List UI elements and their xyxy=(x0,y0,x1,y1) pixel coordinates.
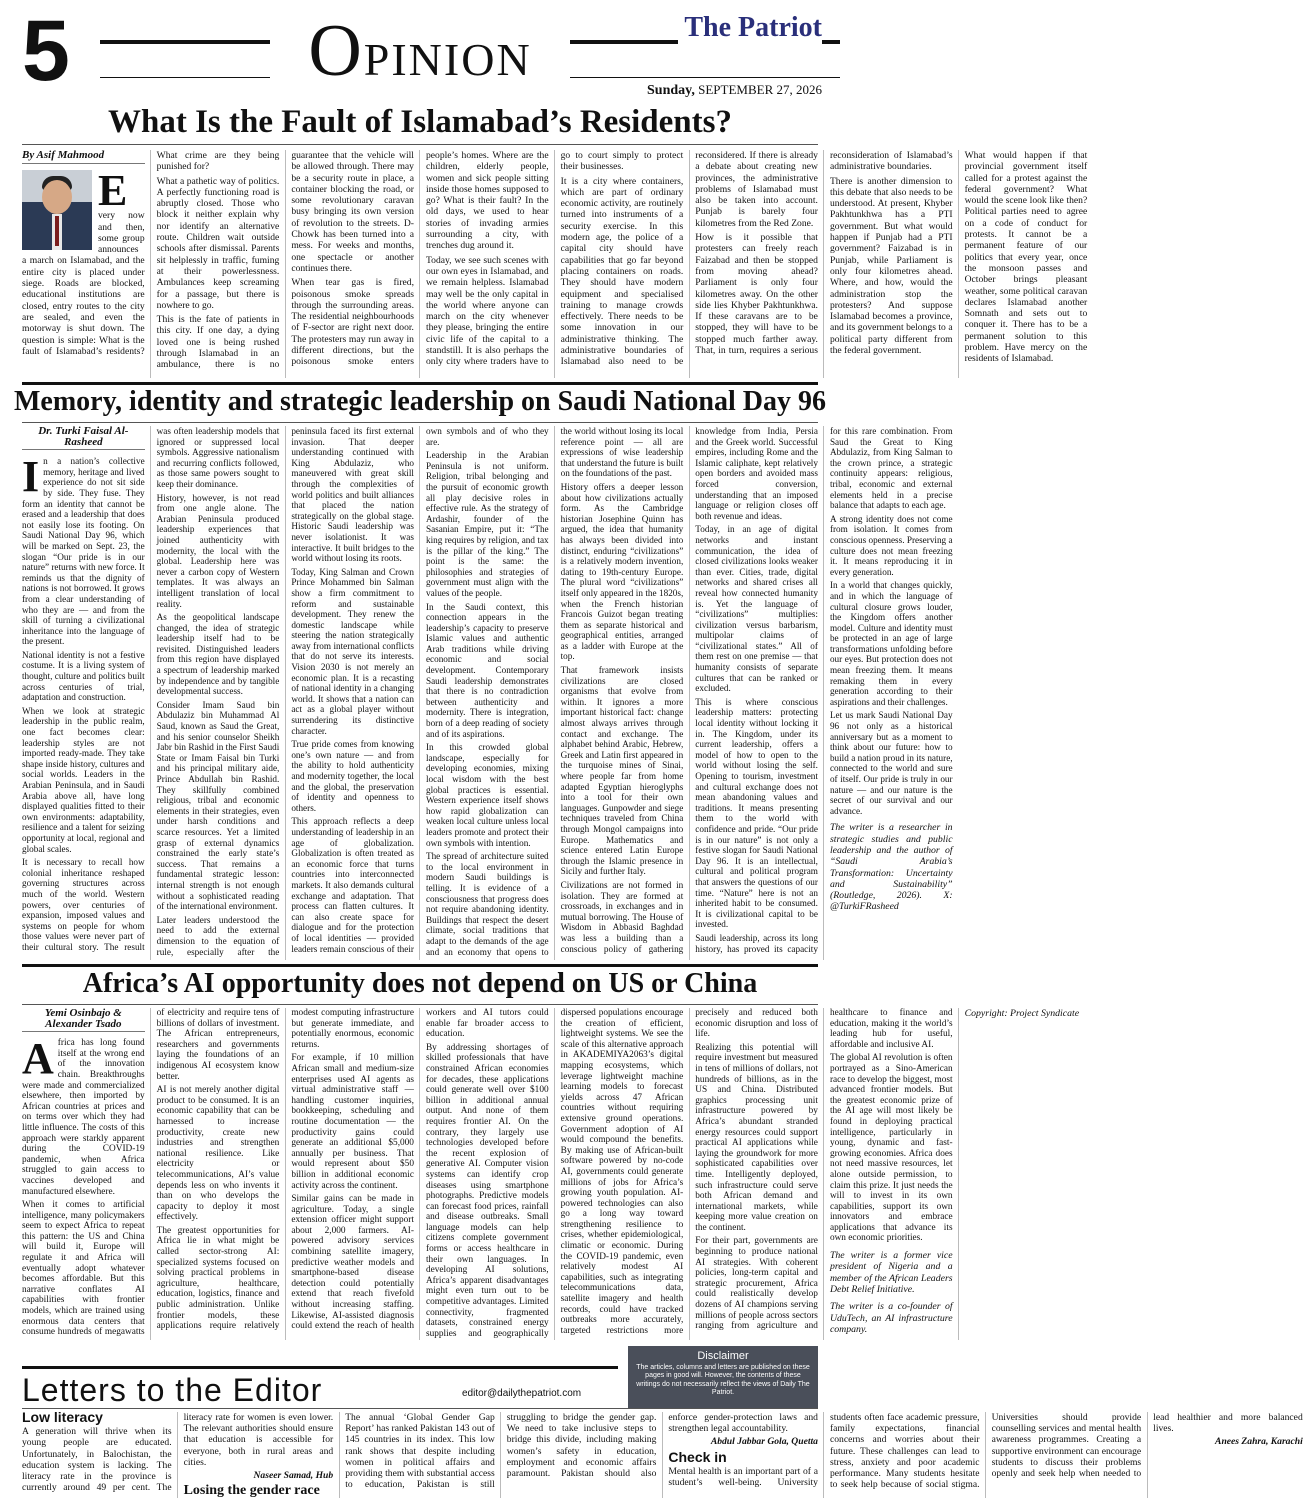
article-1-dropcap: E xyxy=(98,166,128,216)
article-3-paragraph: Similar gains can be made in agriculture. Today, a single extension officer might support about 2,000 farmers. AI-powered advisory services combining satellite imagery, predictive weather models and smartphone-based disease detection could potentially extend that reach fivefold without increasing staffing. Likewise, AI-assisted diagnosis could extend the reach of health workers and AI tutors could enable far broader access to education. xyxy=(291,1008,549,1332)
letter-3-signoff: Anees Zahra, Karachi xyxy=(1215,1436,1303,1448)
letters-header xyxy=(22,1372,818,1406)
article-2-paragraph: In the Saudi context, this connection appears in the leadership’s capacity to preserve Islamic values and authentic Arab traditions while driving economic and social development. Contemporary Saudi leadership demonstrates that there is no contradiction between authenticity and modernity. There is integration, born of a deep reading of society and of its aspirations. xyxy=(425,601,549,739)
letters-section-title: Letters to the Editor xyxy=(22,1372,323,1408)
article-2-paragraph: Today, King Salman and Crown Prince Mohammed bin Salman show a firm commitment to reform and sustainable development. They renew the domestic landscape while steering the nation strategically away from international conflicts that do not serve its interests. Vision 2030 is not merely an economic plan. It is a recasting of national identity in a changing world. It shows that a nation can act as a global player without surrendering its distinctive character. xyxy=(291,566,414,736)
letter-2-title: Losing the gender race xyxy=(183,1483,320,1499)
article-1-paragraph: How is it possible that protesters can freely reach Faizabad and then be stopped from moving ahead? Parliament is only four kilometres away. On the other side lies Khyber Pakhtunkhwa. If these caravans are to be stopped, they will have to be stopped much farther away. That, in turn, requires a serious reconsideration of Islamabad’s administrative boundaries. xyxy=(695,150,953,357)
article-2-paragraph: That framework insists civilizations are closed organisms that evolve from within. It ignores a more important historical fact: change almost always arrives through contact and exchange. The alphabet behind Arabic, Hebrew, Greek and Latin first appeared in the turquoise mines of Sinai, where people far from home adapted Egyptian hieroglyphs into a tool for their own languages. Gunpowder and siege techniques traveled from China through Mongol campaigns into Europe. Mathematics and science entered Latin Europe through the Islamic presence in Sicily and further Italy. xyxy=(560,665,684,877)
article-2-paragraph: True pride comes from knowing one’s own nature — and from the ability to hold authenticity and modernity together, the local and the global, the preservation of identity and openness to others. xyxy=(291,739,414,813)
article-2-byline: Dr. Turki Faisal Al-Rasheed xyxy=(22,426,145,450)
article-3-paragraph: The global AI revolution is often portrayed as a Sino-American race to develop the biggest, most advanced frontier models. But the greatest economic prize of the AI age will most likely be found in deploying practical intelligence, particularly in young, dynamic and fast-growing economies. Africa does not need massive resources, let alone outside permission, to claim this prize. It just needs the will to invest in its own capabilities, support its own innovators and embrace applications that advance its own economic priorities. xyxy=(829,1053,953,1244)
article-2-paragraph: A strong identity does not come from isolation. It comes from conscious openness. Preserving a culture does not mean freezing it. It means reproducing it in every generation. xyxy=(829,513,953,577)
article-1-paragraph: There is another dimension to this debate that also needs to be understood. At present, Khyber Pakhtunkhwa has a PTI government. But what would happen if Punjab had a PTI government? Faizabad is in Punjab, while Parliament is only four kilometres ahead. Where, and how, would the administration stop the protesters? And suppose Islamabad becomes a province, and its government belongs to a political party different from the federal government. xyxy=(829,175,953,357)
section-title-rest: PINION xyxy=(363,34,532,85)
article-2-paragraph: Saudi leadership, across its long history, has proved its capacity for this rare combination. From Saud the Great to King Abdulaziz, from King Salman to the crown prince, a strategic continuity appears: religious, tribal, economic and external elements held in a precise balance that adapts to each age. xyxy=(695,426,953,954)
article-2-paragraph: History, however, is not read from one angle alone. The Arabian Peninsula produced leadership experiences that joined authenticity with modernity, the local with the global. Leadership here was never a carbon copy of Western templates. It was always an intelligent translation of local reality. xyxy=(156,492,280,609)
article-2-paragraph: Civilizations are not formed in isolation. They are formed at crossroads, in exchanges and in mutual borrowing. The House of Wisdom in Abbasid Baghdad was less a building than a conscious policy of gathering knowledge from India, Persia and the Greek world. Successful empires, including Rome and the Islamic caliphate, kept relatively open borders and avoided mass forced conversion, understanding that an imposed language or religion closes off both revenue and ideas. xyxy=(560,426,818,954)
article-3 xyxy=(22,1007,1080,1340)
letter-1-title: Low literacy xyxy=(22,1409,103,1425)
article-2-paragraph: As the geopolitical landscape changed, the idea of strategic leadership itself had to be revisited. Distinguished leaders from this region have displayed a spectrum of leadership marked by independence and by tangible developmental success. xyxy=(156,612,280,697)
article-2-divider xyxy=(22,422,818,423)
article-1 xyxy=(22,149,1088,378)
article-2-paragraph: The spread of architecture suited to the local environment in modern Saudi buildings is telling. It is evidence of a consciousness that progress does not require abandoning identity. Buildings that respect the desert climate, social traditions that adapt to the demands of the age and an economy that opens to the world without losing its local reference point — all are expressions of wise leadership that understand the future is built on the foundations of the past. xyxy=(425,426,684,957)
article-3-top-rule xyxy=(22,964,818,967)
article-1-paragraph: This is the fate of patients in this city. If one day, a dying loved one is being rushed through Islamabad in an ambulance, there is no guarantee that the vehicle will be allowed through. There may be a security route in place, a container blocking the road, or some revolutionary caravan busy bringing its own version of revolution to the streets. D-Chowk has been turned into a mess. For weeks and months, one spectacle or another continues there. xyxy=(156,150,414,371)
article-1-paragraph: What a pathetic way of politics. A perfectly functioning road is abruptly closed. Those who block it neither explain why nor identify an alternative route. Children wait outside schools after dismissal. Parents sit helplessly in traffic, fuming at their powerlessness. Ambulances keep screaming for a passage, but there is nowhere to go. xyxy=(156,175,280,311)
article-2-bio: The writer is a researcher in strategic studies and public leadership and the author of “Saudi Arabia’s Transformation: Uncertainty and Sustainability” (Routledge, 2026). X: @TurkiFRasheed xyxy=(829,822,953,913)
article-2-paragraph: In this crowded global landscape, especially for developing economies, mixing local wisdom with the best global practices is essential. Western experience itself shows how rapid globalization can weaken local culture unless local leaders promote and protect their own symbols with intention. xyxy=(425,742,549,848)
article-1-paragraph: When tear gas is fired, poisonous smoke spreads through the surrounding areas. The residential neighbourhoods of F-sector are right next door. The protesters may run away in different directions, but the poisonous smoke enters people’s homes. Where are the children, elderly people, women and sick people sitting inside those homes supposed to go? What is their fault? In the old days, we used to hear stories of invading armies surrounding a city, with trenches dug around it. xyxy=(291,150,549,368)
letters-top-rule xyxy=(22,1366,618,1369)
article-3-paragraph: AI is not merely another digital product to be consumed. It is an economic capability that can be harnessed to increase productivity, create new industries and strengthen national resilience. Like electricity or telecommunications, AI’s value depends less on who invents it than on who develops the capacity to deploy it most effectively. xyxy=(156,1085,280,1223)
article-3-paragraph: When it comes to artificial intelligence, many policymakers seem to expect Africa to repeat this pattern: the US and China will build it, Europe will regulate it and Africa will eventually adopt whatever becomes affordable. But this narrative conflates AI capabilities with frontier models, which are trained using enormous data centers that consume hundreds of megawatts of electricity and require tens of billions of dollars of investment. The African entrepreneurs, researchers and governments laying the foundations of an indigenous AI ecosystem know better. xyxy=(22,1008,280,1338)
letter-3-body: Mental health is an important part of a student’s well-being. University students often face academic pressure, family expectations, financial concerns and worries about their future. These challenges can lead to stress, anxiety and poor academic performance. Many students hesitate to seek help because of social stigma. Universities should provide counselling services and mental health awareness programmes. Creating a supportive environment can encourage students to discuss their problems openly and seek help when needed to lead healthier and more balanced lives. xyxy=(668,1412,1303,1491)
disclaimer-title: Disclaimer xyxy=(697,1350,749,1362)
date-day: Sunday, xyxy=(647,83,695,98)
article-3-dropcap: A xyxy=(22,1034,54,1084)
letters-email[interactable]: editor@dailythepatriot.com xyxy=(462,1388,582,1399)
article-1-paragraph: E very now and then, some group announces a march on Islamabad, and the entire city is placed under siege. Roads are blocked, educational institutions are closed, entry routes to the city are sealed, and even the motorway is shut down. The question is simple: What is the fault of Islamabad’s residents? What crime are they being punished for? xyxy=(22,150,280,357)
article-3-bio-1: The writer is a former vice president of Nigeria and a member of the African Leaders Debt Relief Initiative. xyxy=(829,1250,953,1295)
dateline xyxy=(647,82,822,99)
article-3-copyright: Copyright: Project Syndicate xyxy=(964,1008,1080,1019)
letter-3-title: Check in xyxy=(668,1448,727,1465)
letters-divider xyxy=(22,1408,818,1409)
article-2-paragraph: Today, in an age of digital networks and instant communication, the idea of closed civilizations looks weaker than ever. Cities, trade, digital networks and shared crises all reveal how connected humanity is. Yet the language of “civilizations” multiplies: civilization versus barbarism, multipolar claims of “civilizational states.” All of them rest on one premise — that humanity consists of separate cultures that can be ranked or excluded. xyxy=(695,524,818,694)
article-1-columns xyxy=(22,149,1088,378)
article-2-paragraph: In a world that changes quickly, and in which the language of cultural closure grows louder, the Kingdom offers another model. Culture and identity must be protected in an age of large transformations unfolding before our eyes. But protection does not mean freezing them. It means remaking them in every generation according to their aspirations and their challenges. xyxy=(829,580,953,707)
date-rest: SEPTEMBER 27, 2026 xyxy=(698,82,822,97)
letter-2-body: The annual ‘Global Gender Gap Report’ has ranked Pakistan 143 out of 145 countries in its index. This low rank shows that despite including women in political affairs and providing them with substantial access to education, Pakistan is still struggling to bridge the gender gap. We need to take inclusive steps to bridge this divide, including making women’s safety in education, employment and economic affairs paramount. Pakistan should also enforce gender-protection laws and strengthen legal accountability. xyxy=(345,1412,818,1491)
author-photo-face xyxy=(42,180,72,214)
letter-2-signoff: Abdul Jabbar Gola, Quetta xyxy=(710,1436,818,1448)
article-3-paragraph: Africa has long found itself at the wrong end of the innovation chain. Breakthroughs were made and commercialized elsewhere, then imported by African countries at prices and on terms over which they had little influence. The costs of this approach were starkly apparent during the COVID-19 pandemic, when Africa struggled to gain access to vaccines developed and manufactured elsewhere. xyxy=(22,1034,145,1197)
article-2-paragraph: It is necessary to recall how colonial inheritance reshaped governing structures across much of the world. Western powers, over centuries of expansion, imposed values and systems on people for whom those values were never part of their cultural story. The result was often leadership models that ignored or suppressed local symbols. Aggressive nationalism and recurring conflicts followed, as those same powers sought to keep their dominance. xyxy=(22,426,280,952)
section-title-initial: O xyxy=(308,10,364,92)
article-3-divider xyxy=(22,1004,818,1005)
article-3-paragraph: For example, if 10 million African small and medium-size enterprises used AI agents as virtual administrative staff — handling customer inquiries, bookkeeping, scheduling and routine documentation — the productivity gains could generate an additional $5,000 annually per business. That would represent about $50 billion in additional economic activity across the continent. xyxy=(291,1053,414,1191)
article-3-paragraph: By addressing shortages of skilled professionals that have constrained African economies for decades, these applications could generate well over $100 billion in additional annual output. And none of them requires frontier AI. On the contrary, they largely use technologies developed before the recent explosion of generative AI. Computer vision systems can identify crop diseases using smartphone photographs. Predictive models can forecast food prices, rainfall and disease outbreaks. Small language models can help citizens complete government forms or access healthcare in their own languages. In developing AI solutions, Africa’s apparent disadvantages might even turn out to be competitive advantages. Limited connectivity, fragmented datasets, constrained energy supplies and geographically dispersed populations encourage the creation of efficient, lightweight systems. We see the scale of this alternative approach in AKADEMIYA2063’s digital mapping ecosystems, which leverage lightweight machine learning models to forecast yields across 47 African countries without requiring extensive ground operations. Government adoption of AI would compound the benefits. By making use of African-built software powered by no-code AI, governments could generate millions of jobs for Africa’s growing youth population. AI-powered technologies can also go a long way toward strengthening resilience to crises, whether epidemiological, climatic or economic. During the COVID-19 pandemic, even relatively modest AI capabilities, such as integrating telecommunications data, satellite imagery and health records, could have tracked outbreaks more accurately, targeted restrictions more precisely and reduced both economic disruption and loss of life. xyxy=(425,1008,818,1339)
article-1-divider xyxy=(22,144,818,145)
article-1-byline: By Asif Mahmood xyxy=(22,150,145,164)
article-2-paragraph: History offers a deeper lesson about how civilizations actually form. As the Cambridge historian Josephine Quinn has argued, the idea that humanity has always been divided into distinct, enduring “civilizations” is a relatively modern invention, dating to 19th-century Europe. The plural word “civilizations” itself only appeared in the 1820s, when the French historian Francois Guizot began treating them as separate historical and geographical entities, arranged as a ladder with Europe at the top. xyxy=(560,481,684,662)
paper-name: The Patriot xyxy=(678,12,822,44)
author-photo-tie xyxy=(55,216,59,246)
article-2-headline: Memory, identity and strategic leadership on Saudi National Day 96 xyxy=(13,386,826,417)
article-2-dropcap: I xyxy=(22,452,40,502)
article-3-paragraph: The greatest opportunities for Africa lie in what might be called sector-strong AI: specialized systems focused on solving practical problems in agriculture, healthcare, education, logistics, finance and public administration. Unlike frontier models, these applications require relatively modest computing infrastructure but generate immediate, and potentially enormous, economic returns. xyxy=(156,1008,414,1332)
page-number: 5 xyxy=(22,3,70,99)
article-3-headline: Africa’s AI opportunity does not depend on US or China xyxy=(82,968,758,999)
section-title xyxy=(270,10,570,92)
letters-columns xyxy=(22,1409,1303,1499)
article-2-paragraph: Later leaders understood the need to add the external dimension to the equation of rule, especially after the peninsula faced its first external invasion. That deeper understanding continued with King Abdulaziz, who maneuvered with great skill through the complexities of world politics and built alliances that placed the nation strategically on the global stage. Historic Saudi leadership was never isolationist. It was interactive. It built bridges to the world without losing its roots. xyxy=(156,426,414,957)
article-3-byline-2: Alexander Tsado xyxy=(22,1019,145,1033)
article-2 xyxy=(22,425,953,960)
article-1-paragraph: Today, we see such scenes with our own eyes in Islamabad, and we remain helpless. Islamabad may well be the only capital in the world where anyone can march on the city whenever they please, bringing the entire civic life of the capital to a standstill. It is also perhaps the only city where traders have to go to court simply to protect their businesses. xyxy=(425,150,684,368)
author-photo xyxy=(22,170,92,250)
article-3-columns xyxy=(22,1007,1080,1340)
article-3-paragraph: For their part, governments are beginning to produce national AI strategies. With coherent policies, long-term capital and strategic procurement, Africa could realistically develop dozens of AI champions serving millions of people across sectors ranging from agriculture and healthcare to finance and education, making it the world’s leading hub for useful, affordable and inclusive AI. xyxy=(695,1008,953,1332)
article-1-paragraph: It is a city where containers, which are part of ordinary economic activity, are routinely turned into instruments of a security exercise. In this modern age, the police of a capital city should have capabilities that go far beyond placing containers on roads. They should have modern equipment and specialised training to manage crowds effectively. There needs to be some innovation in our administrative thinking. The administrative boundaries of Islamabad also need to be reconsidered. If there is already a debate about creating new provinces, the administrative problems of Islamabad must also be taken into account. Punjab is barely four kilometres from the Red Zone. xyxy=(560,150,818,368)
letter-1-body: A generation will thrive when its young people are educated. Unfortunately, in Balochistan, the education system is lacking. The literacy rate in the province is currently around 49 per cent. The literacy rate for women is even lower. The relevant authorities should ensure that education is accessible for everyone, both in rural areas and cities. xyxy=(22,1412,334,1494)
article-3-byline-1: Yemi Osinbajo & xyxy=(44,1007,122,1019)
masthead xyxy=(0,0,840,100)
article-2-paragraph: When we look at strategic leadership in the public realm, one fact becomes clear: leadership styles are not imported ready-made. They take shape inside history, cultures and social worlds. Leaders in the Arabian Peninsula, and in Saudi Arabia above all, have long displayed qualities fitted to their own environments: adaptability, resilience and a talent for seizing opportunity at local, regional and global scales. xyxy=(22,705,145,854)
article-2-top-rule xyxy=(22,382,818,385)
article-1-headline: What Is the Fault of Islamabad’s Residents? xyxy=(107,104,732,140)
article-3-paragraph: Realizing this potential will require investment but measured in tens of millions of dollars, not hundreds of billions, as in the US and China. Distributed graphics processing unit infrastructure powered by Africa’s abundant stranded energy resources could support practical AI applications while laying the groundwork for more sophisticated capabilities over time. Intelligently deployed, such infrastructure could serve both African demand and international markets, while keeping more value creation on the continent. xyxy=(695,1042,818,1233)
article-2-paragraph: Let us mark Saudi National Day 96 not only as a historical anniversary but as a moment to think about our future: how to build a nation proud in its nature, connected to the world and sure of itself. Our pride is truly in our nature — and our nature is the secret of our survival and our advance. xyxy=(829,710,953,816)
article-1-paragraph: What would happen if that provincial government itself called for a protest against the federal government? What would the scene look like then? Political parties need to agree on a code of conduct for protests. It cannot be a permanent feature of our politics that every year, once the monsoon passes and October brings pleasant weather, some political caravan declares Islamabad another Somnath and sets out to conquer it. There has to be a permanent solution to this problem. Have mercy on the residents of Islamabad. xyxy=(964,150,1088,365)
disclaimer-text: The articles, columns and letters are published on these pages in good will. However, the contents of these writings do not necessarily reflect the views of Daily The Patriot. xyxy=(636,1364,810,1397)
article-3-bio-2: The writer is a co-founder of UduTech, an AI infrastructure company. xyxy=(829,1301,953,1335)
article-2-paragraph: Consider Imam Saud bin Abdulaziz bin Muhammad Al Saud, known as Saud the Great, and his senior counselor Sheikh Jabr bin Rashid in the First Saudi State or Imam Faisal bin Turki and his principal military aide, Prince Abdullah bin Rashid. They skillfully combined religious, tribal and economic elements in their strategies, even under harsh conditions and scarce resources. Yet a limited grasp of external dynamics constrained the early state’s success. That remains a fundamental strategic lesson: internal strength is not enough without a sophisticated reading of the international environment. xyxy=(156,699,280,912)
article-2-paragraph: Leadership in the Arabian Peninsula is not uniform. Religion, tribal belonging and the pursuit of economic growth all play decisive roles in effective rule. As the strategy of Ardashir, founder of the Sasanian Empire, put it: “The king requires by religion, and tax is the pillar of the king.” The point is the same: the philosophies and strategies of government must align with the values of the people. xyxy=(425,450,549,598)
article-2-paragraph: In a nation’s collective memory, heritage and lived experience do not sit side by side. They fuse. They form an identity that cannot be erased and a leadership that does not easily lose its footing. On Saudi National Day 96, which will be marked on Sept. 23, the slogan “Our pride is in our nature” returns with new force. It reminds us that the dignity of nations is not borrowed. It grows from a clear understanding of who they are — and from the skill of turning a civilizational inheritance into the language of the present. xyxy=(22,452,145,647)
letter-1-signoff: Naseer Samad, Hub xyxy=(253,1470,334,1482)
article-2-paragraph: National identity is not a festive costume. It is a living system of thought, culture and politics built across centuries of trial, adaptation and construction. xyxy=(22,649,145,703)
article-2-paragraph: This is where conscious leadership matters: protecting local identity without locking it in. The Kingdom, under its current leadership, offers a model of how to open to the world without losing the self. Opening to tourism, investment and cultural exchange does not mean abandoning values and traditions. It means presenting them to the world with confidence and pride. “Our pride is in our nature” is not only a festive slogan for Saudi National Day 96. It is an intellectual, cultural and political program that answers the questions of our time. “Nature” here is not an inherited habit to be consumed. It is civilizational capital to be invested. xyxy=(695,696,818,930)
article-2-paragraph: This approach reflects a deep understanding of leadership in an age of globalization. Globalization is often treated as an economic force that turns countries into interconnected markets. It also demands cultural exchange and adaptation. That process can flatten cultures. It can also create space for dialogue and for the protection of local identities — provided leaders remain conscious of their own symbols and of who they are. xyxy=(291,426,549,954)
article-2-columns xyxy=(22,425,953,960)
